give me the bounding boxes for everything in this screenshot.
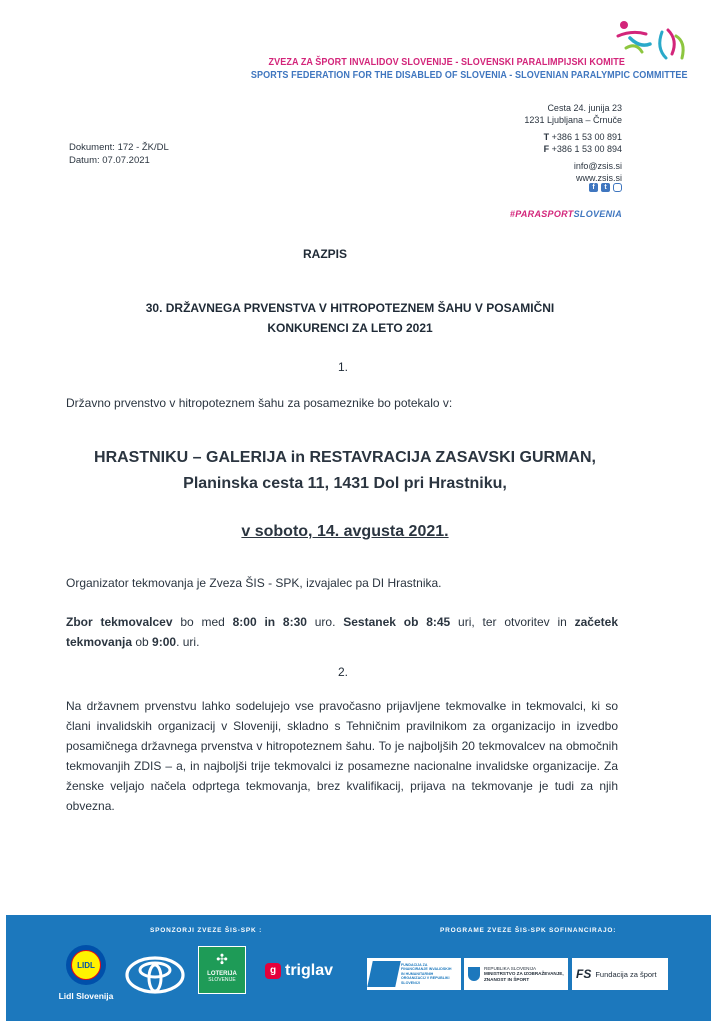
organization-name-english: SPORTS FEDERATION FOR THE DISABLED OF SLOVENIA - SLOVENIAN PARALYMPIC COMMITTEE xyxy=(250,69,688,81)
title-line-2: KONKURENCI ZA LETO 2021 xyxy=(267,321,433,335)
ministry-line-1: REPUBLIKA SLOVENIJA xyxy=(484,965,537,971)
address-line-2: 1231 Ljubljana – Črnuče xyxy=(524,114,622,125)
fax-number: +386 1 53 00 894 xyxy=(551,143,622,154)
ministry-line-3: ZNANOST IN ŠPORT xyxy=(484,976,530,982)
page-heading: RAZPIS xyxy=(302,247,347,261)
schedule-text: uri, ter otvoritev in xyxy=(450,615,575,629)
cofinance-label: PROGRAME ZVEZE ŠIS-SPK SOFINANCIRAJO: xyxy=(440,927,617,934)
section-2-paragraph: Na državnem prvenstvu lahko sodelujejo vse pravočasno prijavljene tekmovalke in tekmovalci, ki so člani invalidskih organizacij v Sloveniji, skladno s Tehničnim pravilnikom za organizacijo in izvedbo posamičnega državnega prvenstva v hitropoteznem šahu. To je najboljših 20 tekmovalcev na območnih tekmovanjih ZDIS – a, in najboljši trije tekmovalci iz posamezne nacionalne invalidske organizacije. Za ženske veljajo načela odprtega tekmovanja, brez kvalifikacij, prijava na tekmovanje je tudi za njih obvezna. xyxy=(66,699,618,813)
fs-mark: FS xyxy=(576,967,592,981)
venue xyxy=(70,445,620,497)
organizer-paragraph: Organizator tekmovanja je Zveza ŠIS - SPK, izvajalec pa DI Hrastnika. xyxy=(66,576,442,590)
instagram-icon[interactable] xyxy=(613,183,622,192)
venue-line-2: Planinska cesta 11, 1431 Dol pri Hrastniku, xyxy=(183,475,507,492)
loterija-logo xyxy=(198,946,246,994)
schedule-text: bo med xyxy=(172,615,233,629)
document-number: Dokument: 172 - ŽK/DL xyxy=(69,142,169,153)
toyota-logo xyxy=(123,955,187,995)
schedule-paragraph xyxy=(66,612,618,652)
loterija-name: LOTERIJA xyxy=(207,971,237,977)
triglav-logo xyxy=(265,962,333,980)
contact-block xyxy=(524,103,622,184)
document-date: Datum: 07.07.2021 xyxy=(69,155,150,166)
twitter-icon[interactable]: t xyxy=(601,183,610,192)
clover-icon: ✣ xyxy=(216,951,228,967)
document-title xyxy=(80,298,620,338)
fiho-emblem-icon xyxy=(367,961,401,987)
ministry-line-2: MINISTRSTVO ZA IZOBRAŽEVANJE, xyxy=(484,971,564,977)
schedule-start-time: 9:00 xyxy=(152,635,177,649)
event-date: v soboto, 14. avgusta 2021. xyxy=(241,523,449,540)
hashtag-part-2: SLOVENIA xyxy=(573,209,622,219)
schedule-text: uro. xyxy=(306,615,344,629)
hashtag xyxy=(510,209,622,219)
phone-number: +386 1 53 00 891 xyxy=(551,132,622,142)
lidl-mark: LIDL xyxy=(71,950,101,980)
fax-line xyxy=(524,144,622,156)
lidl-caption: Lidl Slovenija xyxy=(58,991,114,1001)
schedule-gathering: Zbor tekmovalcev xyxy=(66,615,173,629)
organization-name xyxy=(250,56,688,82)
fundacija-za-sport-logo xyxy=(572,958,668,990)
social-icons xyxy=(589,183,622,192)
phone-label: T xyxy=(543,132,550,142)
venue-line-1: HRASTNIKU – GALERIJA in RESTAVRACIJA ZASAVSKI GURMAN, xyxy=(94,449,596,466)
document-meta xyxy=(69,141,169,167)
intro-paragraph: Državno prvenstvo v hitropoteznem šahu za posameznike bo potekalo v: xyxy=(66,396,453,410)
facebook-icon[interactable]: f xyxy=(589,183,598,192)
hashtag-part-1: #PARASPORT xyxy=(509,209,574,219)
slovenian-coat-of-arms-icon xyxy=(468,967,480,981)
fax-label: F xyxy=(543,143,550,154)
section-1-number: 1. xyxy=(337,360,348,374)
schedule-start: začetek tekmovanja xyxy=(66,615,618,649)
organization-name-slovenian: ZVEZA ZA ŠPORT INVALIDOV SLOVENIJE - SLOVENSKI PARALIMPIJSKI KOMITE xyxy=(268,56,625,68)
schedule-text: ob xyxy=(132,635,153,649)
phone-line xyxy=(524,132,622,144)
address-line-1: Cesta 24. junija 23 xyxy=(547,103,622,113)
loterija-sub: SLOVENIJE xyxy=(208,977,236,983)
ministry-logo xyxy=(464,958,568,990)
schedule-meeting: Sestanek ob 8:45 xyxy=(343,615,451,629)
fiho-logo xyxy=(367,958,461,990)
schedule-text: . uri. xyxy=(176,635,200,649)
website-link[interactable]: www.zsis.si xyxy=(575,172,622,183)
triglav-icon: g xyxy=(265,963,281,979)
toyota-emblem-icon xyxy=(123,955,187,995)
schedule-gathering-time: 8:00 in 8:30 xyxy=(232,615,307,629)
fs-name: Fundacija za šport xyxy=(595,969,657,979)
lidl-logo xyxy=(55,945,117,1007)
triglav-name: triglav xyxy=(285,962,334,979)
title-line-1: 30. DRŽAVNEGA PRVENSTVA V HITROPOTEZNEM ŠAHU V POSAMIČNI xyxy=(145,301,555,315)
fiho-name: FUNDACIJA ZA FINANCIRANJE INVALIDSKIH IN HUMANITARNIH ORGANIZACIJ V REPUBLIKI SLOVENIJI xyxy=(401,962,452,985)
email-link[interactable]: info@zsis.si xyxy=(573,161,622,171)
sponsors-label: SPONZORJI ZVEZE ŠIS-SPK : xyxy=(150,927,263,934)
section-2-number: 2. xyxy=(337,665,348,679)
